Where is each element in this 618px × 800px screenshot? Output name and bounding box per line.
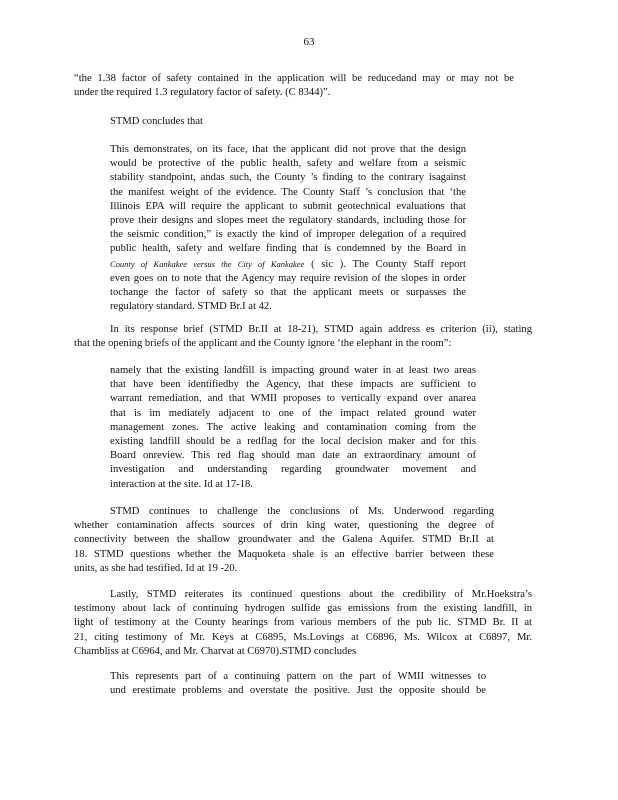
case-tail: The County Staff report: [352, 258, 466, 270]
text-line: regulatory standard. STMD Br.I at 42.: [110, 301, 272, 313]
block-quote-2: [110, 364, 476, 492]
text-line: Chambliss at C6964, and Mr. Charvat at C6970).STMD concludes: [74, 645, 357, 657]
case-citation-line: [110, 257, 466, 272]
text-line: Lastly, STMD reiterates its continued questions about the credibility of Mr.Hoekstra’s: [110, 589, 532, 600]
text-line: 21, citing testimony of Mr. Keys at C6895, Ms.Lovings at C6896, Ms. Wilcox at C6897, Mr.: [74, 631, 532, 643]
text-line: that is im mediately adjacent to one of the impact related ground water: [110, 407, 476, 419]
text-line: Illinois EPA will require the applicant to submit geotechnical evaluations that: [110, 200, 466, 212]
block-quote-1: [110, 143, 466, 314]
sic-marker: ( sic ).: [311, 258, 346, 270]
text-line: public health, safety and welfare finding that is condemned by the Board in: [110, 243, 466, 255]
text-line: management zones. The active leaking and contamination coming from the: [110, 421, 476, 433]
text-line: testimony about lack of continuing hydrogen sulfide gas emissions from the existing landfill, in: [74, 603, 532, 615]
text-line: stability standpoint, andas such, the County ’s finding to the contrary isagainst: [110, 172, 466, 184]
text-line: Board onreview. This red flag should man date an extraordinary amount of: [110, 450, 476, 462]
text-line: the seismic condition,” is exactly the kind of improper delegation of a required: [110, 229, 466, 241]
text-line: tochange the factor of safety so that the applicant meets or surpasses the: [110, 287, 466, 299]
text-line: In its response brief (STMD Br.II at 18-21), STMD again address es criterion (ii), stating: [110, 324, 532, 335]
text-line: und erestimate problems and overstate the positive. Just the opposite should be: [110, 685, 486, 697]
text-line: “the 1.38 factor of safety contained in the application will be reducedand may or may not be: [74, 73, 514, 84]
paragraph-response: [74, 323, 532, 351]
text-line: existing landfill should be a redflag for the local decision maker and for this: [110, 436, 476, 448]
text-line: This demonstrates, on its face, that the applicant did not prove that the design: [110, 144, 466, 155]
text-line: would be protective of the public health, safety and welfare from a seismic: [110, 158, 466, 170]
text-line: investigation and understanding regarding groundwater movement and: [110, 464, 476, 476]
page-number: 63: [303, 36, 315, 48]
case-name: County of Kankakee versus the City of Kankakee: [110, 258, 305, 269]
text-line: interaction at the site. Id at 17-18.: [110, 478, 253, 490]
text-line: whether contamination affects sources of drin king water, questioning the degree of: [74, 520, 494, 532]
text-line: warrant remediation, and that WMII proposes to vertically expand over anarea: [110, 393, 476, 405]
quote-continuation: [74, 72, 514, 100]
text-line: prove their designs and slopes meet the regulatory standards, including those for: [110, 215, 466, 227]
text-line: that the opening briefs of the applicant and the County ignore ‘the elephant in the room”:: [74, 338, 452, 350]
text-line: even goes on to note that the Agency may require revision of the slopes in order: [110, 272, 466, 284]
text-line: namely that the existing landfill is impacting ground water in at least two areas: [110, 365, 476, 376]
paragraph-lastly: [74, 588, 532, 659]
text-line: connectivity between the shallow groundwater and the Galena Aquifer. STMD Br.II at: [74, 534, 494, 546]
text-line: the manifest weight of the evidence. The County Staff ’s conclusion that ‘the: [110, 186, 466, 198]
text-line: light of testimony at the County hearings from various members of the pub lic. STMD Br. II at: [74, 617, 532, 629]
text-line: that have been identifiedby the Agency, that these impacts are sufficient to: [110, 379, 476, 391]
text-line: units, as she had testified. Id at 19 -20.: [74, 562, 238, 574]
text-line: under the required 1.3 regulatory factor of safety. (C 8344)”.: [74, 87, 331, 99]
text-line: This represents part of a continuing pattern on the part of WMII witnesses to: [110, 671, 486, 682]
text-line: STMD concludes that: [110, 116, 203, 127]
block-quote-3: [110, 670, 486, 698]
text-line: 18. STMD questions whether the Maquoketa shale is an effective barrier between these: [74, 548, 494, 560]
paragraph-challenge: [74, 505, 494, 576]
text-line: STMD continues to challenge the conclusions of Ms. Underwood regarding: [110, 506, 494, 517]
stmd-concludes-line: [110, 115, 310, 129]
